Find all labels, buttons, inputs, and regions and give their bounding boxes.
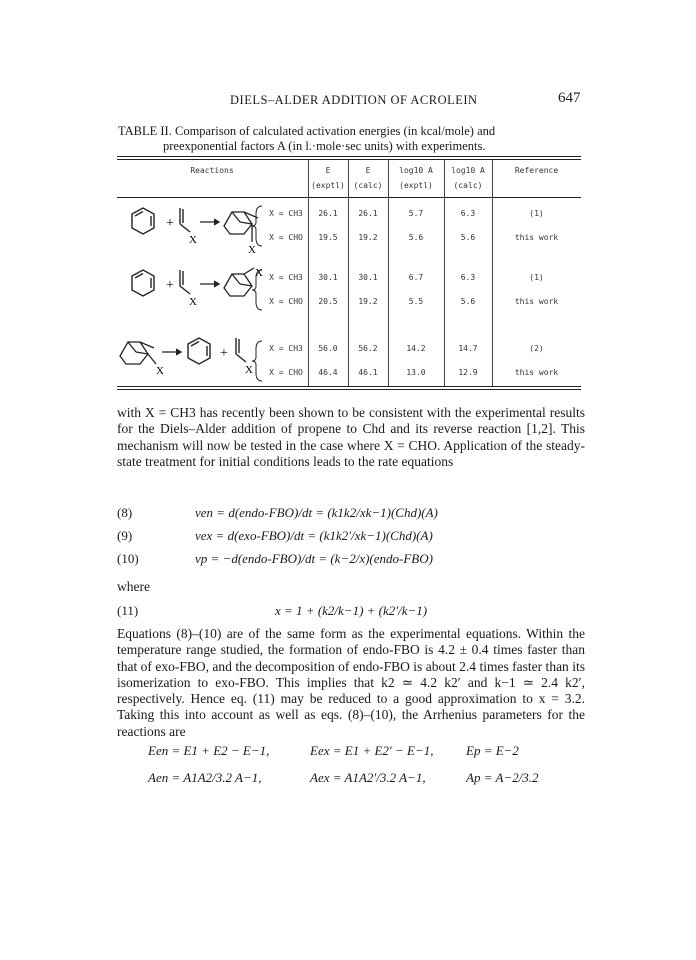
reaction-arrow xyxy=(200,281,219,287)
x-label: X xyxy=(189,296,197,308)
cell: 30.1 xyxy=(358,273,378,282)
reaction-arrow xyxy=(200,219,219,225)
table-top-rule-2 xyxy=(117,159,581,160)
bracket xyxy=(250,339,264,383)
cell: 5.6 xyxy=(408,233,424,242)
cell: 5.7 xyxy=(408,209,424,218)
equation-body: vex = d(exo-FBO)/dt = (k1k2′/xk−1)(Chd)(A) xyxy=(195,528,433,543)
cell: 12.9 xyxy=(458,368,478,377)
header-reactions: Reactions xyxy=(190,166,234,175)
header-loga-calc-sub: (calc) xyxy=(453,181,483,190)
plus-sign: + xyxy=(220,346,228,361)
header-loga-exptl-sub: (exptl) xyxy=(399,181,433,190)
equation-number: (9) xyxy=(117,528,133,543)
cell: 5.6 xyxy=(460,233,476,242)
equation-body: vp = −d(endo-FBO)/dt = (k−2/x)(endo-FBO) xyxy=(195,551,433,566)
x-label: X xyxy=(189,234,197,246)
alkene-structure xyxy=(180,208,190,232)
cell: 19.5 xyxy=(318,233,338,242)
cell: 20.5 xyxy=(318,297,338,306)
arrhenius-a-exo: Aex = A1A2′/3.2 A−1, xyxy=(310,770,426,785)
cell: 6.3 xyxy=(460,273,476,282)
equation-number: (8) xyxy=(117,505,133,520)
alkene-structure xyxy=(180,270,190,294)
plus-sign: + xyxy=(166,216,174,231)
x-label: X xyxy=(248,244,256,256)
reaction-scheme-3 xyxy=(118,330,268,386)
row-2-x: X = CHO xyxy=(269,233,303,242)
where-label: where xyxy=(117,579,150,594)
caption-line-2: preexponential factors A (in l.·mole·sec units) with experiments. xyxy=(163,139,486,153)
cell: 5.5 xyxy=(408,297,424,306)
arrhenius-a-p: Ap = A−2/3.2 xyxy=(466,770,539,785)
cell: 30.1 xyxy=(318,273,338,282)
cell: 19.2 xyxy=(358,297,378,306)
table-label: TABLE II. xyxy=(118,124,172,138)
header-loga-calc: log10 A xyxy=(451,166,485,175)
arrhenius-e-exo: Eex = E1 + E2′ − E−1, xyxy=(310,743,434,758)
table-top-rule xyxy=(117,156,581,157)
cell: 46.1 xyxy=(358,368,378,377)
x-label: X xyxy=(255,267,263,279)
cell: 6.7 xyxy=(408,273,424,282)
table-bottom-rule xyxy=(117,386,581,387)
arrhenius-a-endo: Aen = A1A2/3.2 A−1, xyxy=(148,770,262,785)
cell: (1) xyxy=(529,209,544,218)
reaction-scheme-1 xyxy=(118,200,268,258)
cell: 14.7 xyxy=(458,344,478,353)
cell: (1) xyxy=(529,273,544,282)
cyclohexadiene-structure xyxy=(132,270,154,296)
page-number: 647 xyxy=(558,90,581,106)
running-head: DIELS–ALDER ADDITION OF ACROLEIN xyxy=(230,93,478,107)
row-4-x: X = CHO xyxy=(269,297,303,306)
x-label: X xyxy=(156,365,164,377)
header-e-calc-sub: (calc) xyxy=(353,181,383,190)
row-5-x: X = CH3 xyxy=(269,344,303,353)
header-e-calc: E xyxy=(365,166,371,175)
cyclohexadiene-structure xyxy=(132,208,154,234)
cell: 56.0 xyxy=(318,344,338,353)
equation-body: x = 1 + (k2/k−1) + (k2′/k−1) xyxy=(275,603,428,618)
cell: (2) xyxy=(529,344,544,353)
header-e-exptl-sub: (exptl) xyxy=(311,181,345,190)
bicyclic-reactant-structure xyxy=(120,342,156,364)
bracket xyxy=(250,204,264,248)
header-reference: Reference xyxy=(514,166,559,175)
paragraph-1: with X = CH3 has recently been shown to be consistent with the experimental results for the Diels–Alder addition of propene to Chd and its reverse reaction [1,2]. This mechanism will now be tested in the case where X = CHO. Application of the steady-state treatment for initial conditions leads to the rate equations xyxy=(117,405,585,469)
table-header-rule xyxy=(117,197,581,198)
table-caption xyxy=(118,124,578,154)
cell: 46.4 xyxy=(318,368,338,377)
cell: 13.0 xyxy=(406,368,426,377)
table-bottom-rule-2 xyxy=(117,389,581,390)
cell: 26.1 xyxy=(318,209,338,218)
cyclohexadiene-structure xyxy=(188,338,210,364)
plus-sign: + xyxy=(166,278,174,293)
cell: this work xyxy=(514,297,559,306)
header-e-exptl: E xyxy=(325,166,331,175)
cell: this work xyxy=(514,233,559,242)
alkene-structure xyxy=(236,338,246,362)
equation-body: ven = d(endo-FBO)/dt = (k1k2/xk−1)(Chd)(A) xyxy=(195,505,438,520)
cell: 56.2 xyxy=(358,344,378,353)
bracket xyxy=(250,268,264,312)
cell: 19.2 xyxy=(358,233,378,242)
cell: 26.1 xyxy=(358,209,378,218)
caption-line-1: Comparison of calculated activation energies (in kcal/mole) and xyxy=(174,124,496,138)
cell: this work xyxy=(514,368,559,377)
equation-number: (10) xyxy=(117,551,139,566)
arrhenius-e-p: Ep = E−2 xyxy=(466,743,519,758)
row-6-x: X = CHO xyxy=(269,368,303,377)
x-label: X xyxy=(245,364,253,376)
row-1-x: X = CH3 xyxy=(269,209,303,218)
arrhenius-e-endo: Een = E1 + E2 − E−1, xyxy=(148,743,270,758)
reaction-arrow xyxy=(162,349,181,355)
reaction-scheme-2 xyxy=(118,262,268,320)
cell: 6.3 xyxy=(460,209,476,218)
row-3-x: X = CH3 xyxy=(269,273,303,282)
cell: 5.6 xyxy=(460,297,476,306)
paragraph-2: Equations (8)–(10) are of the same form as the experimental equations. Within the temperature range studied, the formation of endo-FBO is 4.2 ± 0.4 times faster than that of exo-FBO, and the decomposition of endo-FBO is about 2.4 times faster than its isomerization to exo-FBO. This implies that k2 ≃ 4.2 k2′ and k−1 ≃ 2.4 k2′, respectively. Hence eq. (11) may be reduced to a good approximation to x = 3.2. Taking this into account as well as eqs. (8)–(10), the Arrhenius parameters for the reactions are xyxy=(117,626,585,739)
cell: 14.2 xyxy=(406,344,426,353)
equation-number: (11) xyxy=(117,603,139,618)
header-loga-exptl: log10 A xyxy=(399,166,433,175)
